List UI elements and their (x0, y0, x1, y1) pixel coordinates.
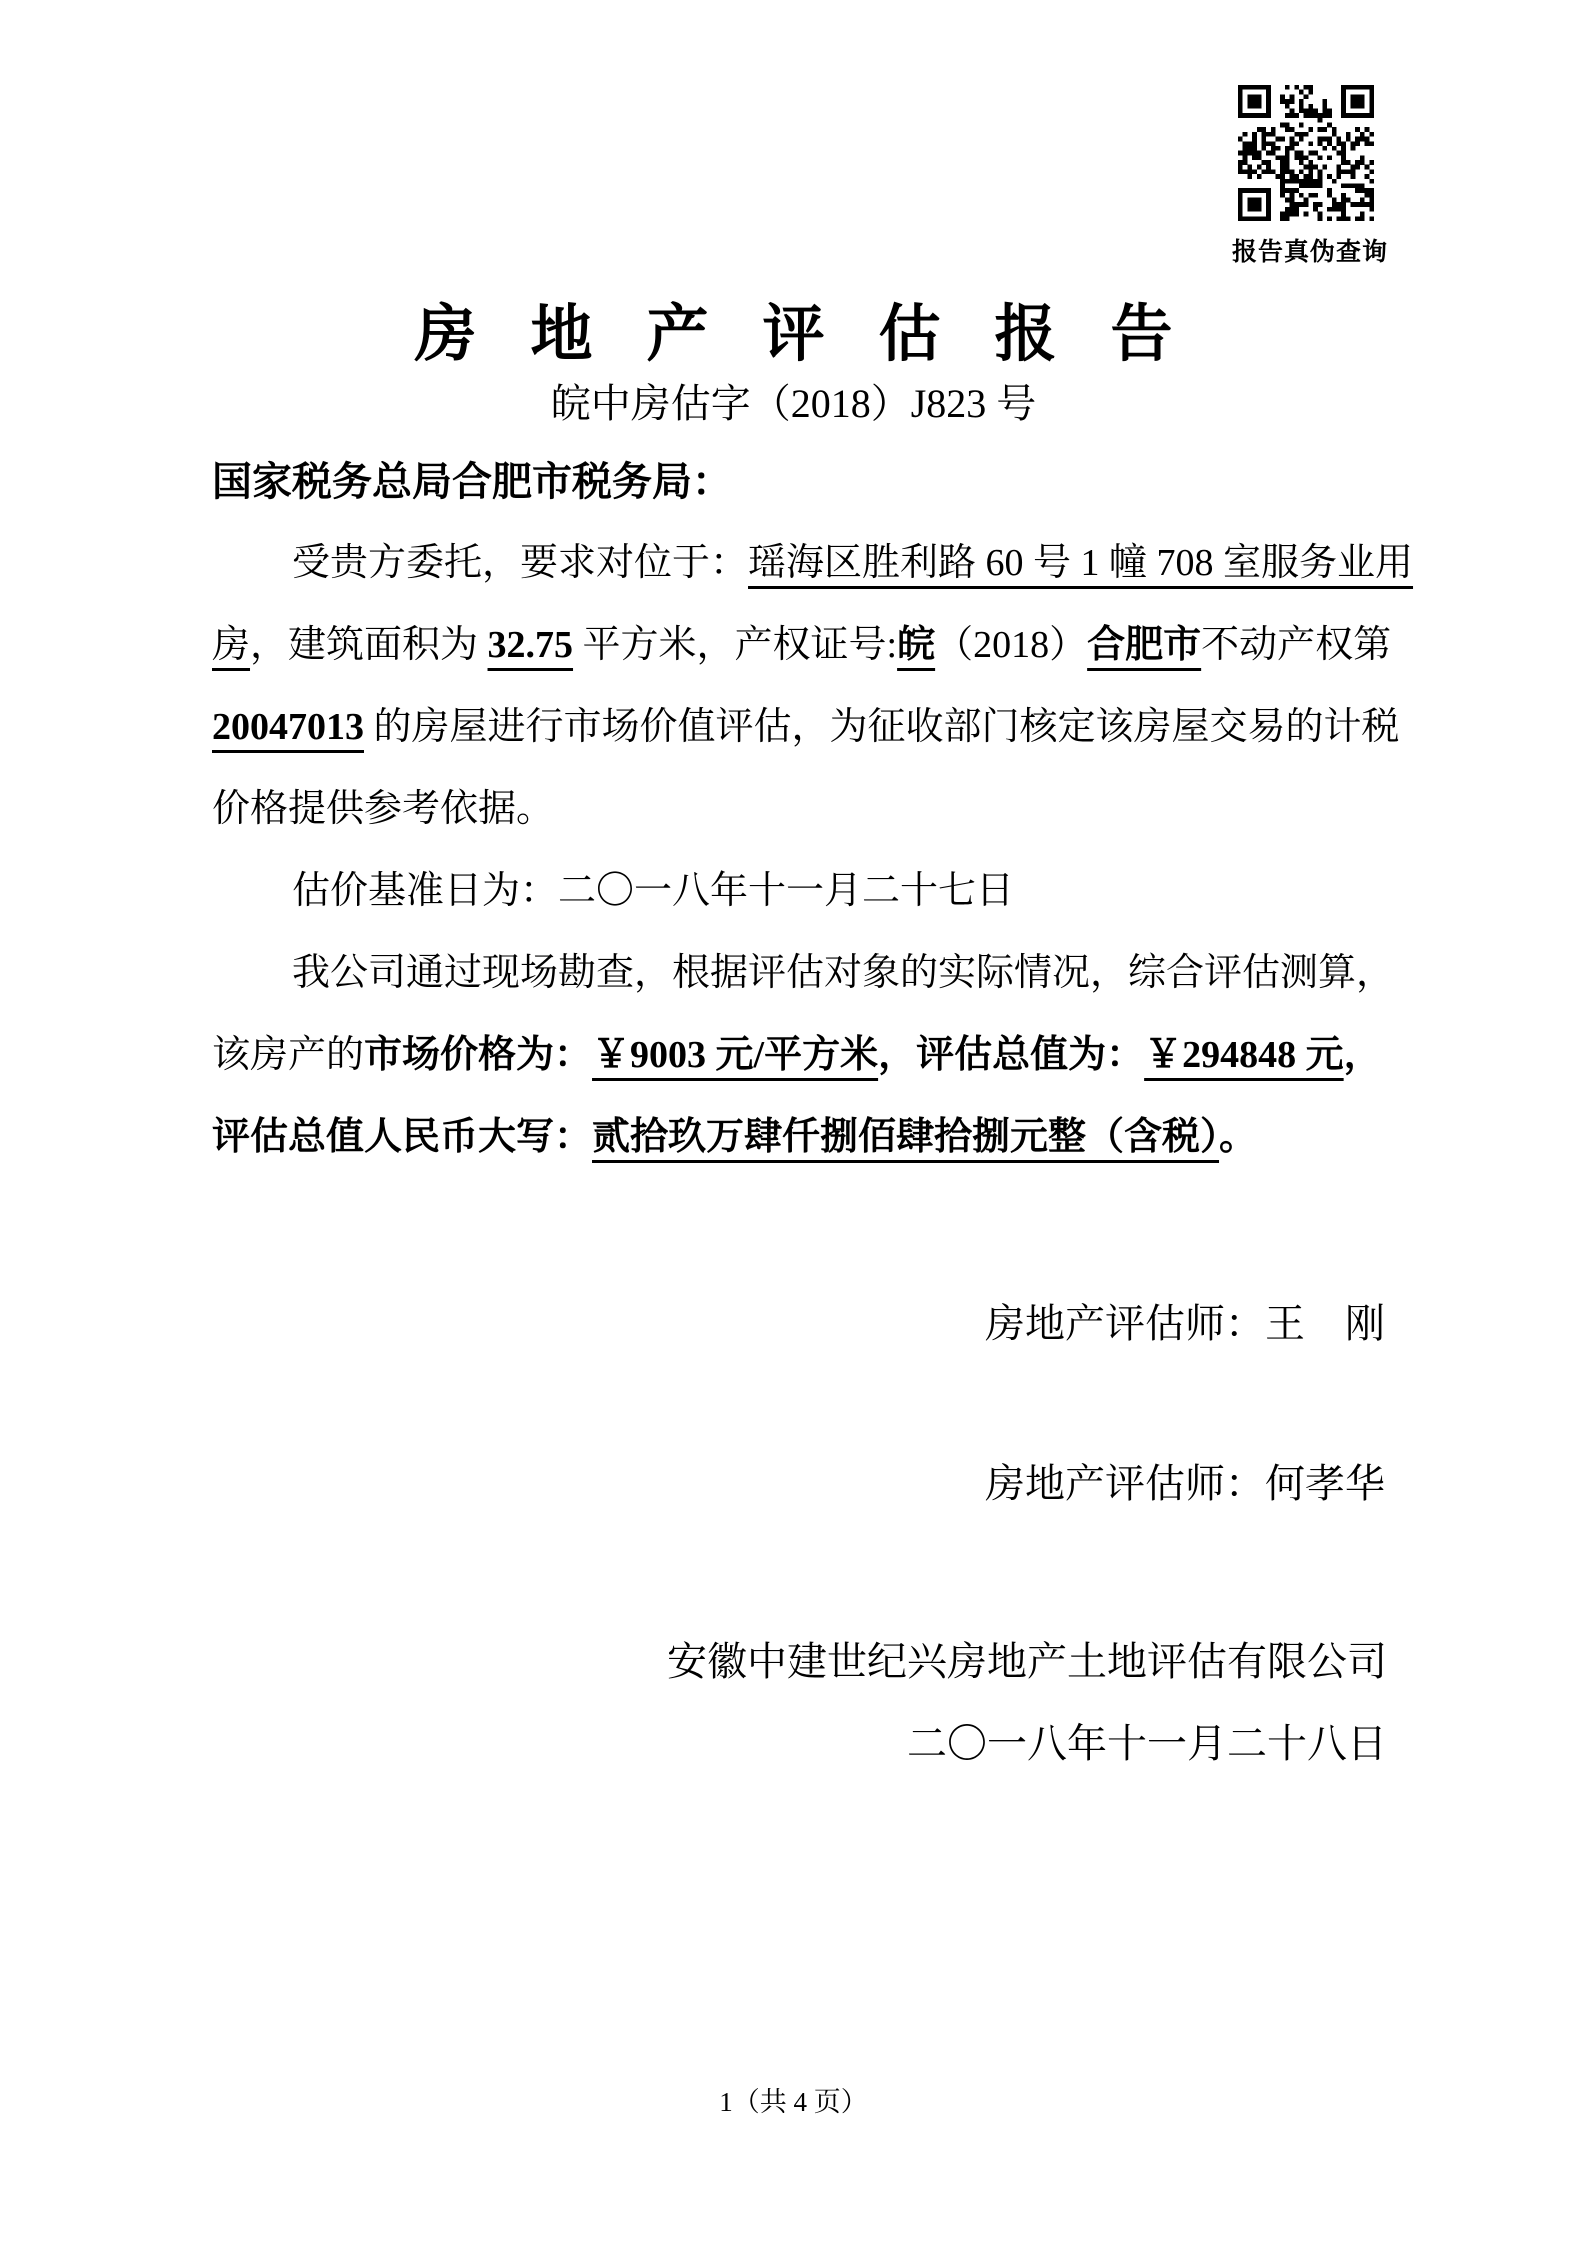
paragraph-line: 价格提供参考依据。 (212, 788, 555, 830)
paragraph-line: 估价基准日为：二〇一八年十一月二十七日 (292, 870, 1015, 912)
paragraph-line: 20047013 的房屋进行市场价值评估，为征收部门核定该房屋交易的计税 (212, 706, 1400, 748)
report-body (212, 522, 1414, 1178)
paragraph-line: 房，建筑面积为 32.75 平方米，产权证号:皖（2018）合肥市不动产权第 (212, 624, 1392, 666)
paragraph-line: 该房产的市场价格为：￥9003 元/平方米，评估总值为：￥294848 元， (212, 1034, 1382, 1076)
page-footer: 1（共 4 页） (719, 2087, 868, 2117)
appraiser-signature-2: 房地产评估师：何孝华 (985, 1461, 1385, 1506)
report-date: 二〇一八年十一月二十八日 (907, 1721, 1387, 1766)
paragraph-line: 评估总值人民币大写：贰拾玖万肆仟捌佰肆拾捌元整（含税）。 (212, 1116, 1258, 1158)
company-name: 安徽中建世纪兴房地产土地评估有限公司 (667, 1639, 1387, 1684)
appraiser-signature-1: 房地产评估师：王 刚 (985, 1301, 1385, 1346)
report-number: 皖中房估字（2018）J823 号 (550, 381, 1037, 426)
qr-code-icon (1238, 85, 1374, 221)
paragraph-line: 受贵方委托，要求对位于：瑶海区胜利路 60 号 1 幢 708 室服务业用 (292, 542, 1414, 584)
report-title: 房地产评估报告 (414, 301, 1227, 369)
qr-caption: 报告真伪查询 (1232, 239, 1389, 266)
addressee: 国家税务总局合肥市税务局： (212, 459, 732, 504)
paragraph-line: 我公司通过现场勘查，根据评估对象的实际情况，综合评估测算， (292, 952, 1395, 994)
report-verification-block (1232, 85, 1389, 268)
